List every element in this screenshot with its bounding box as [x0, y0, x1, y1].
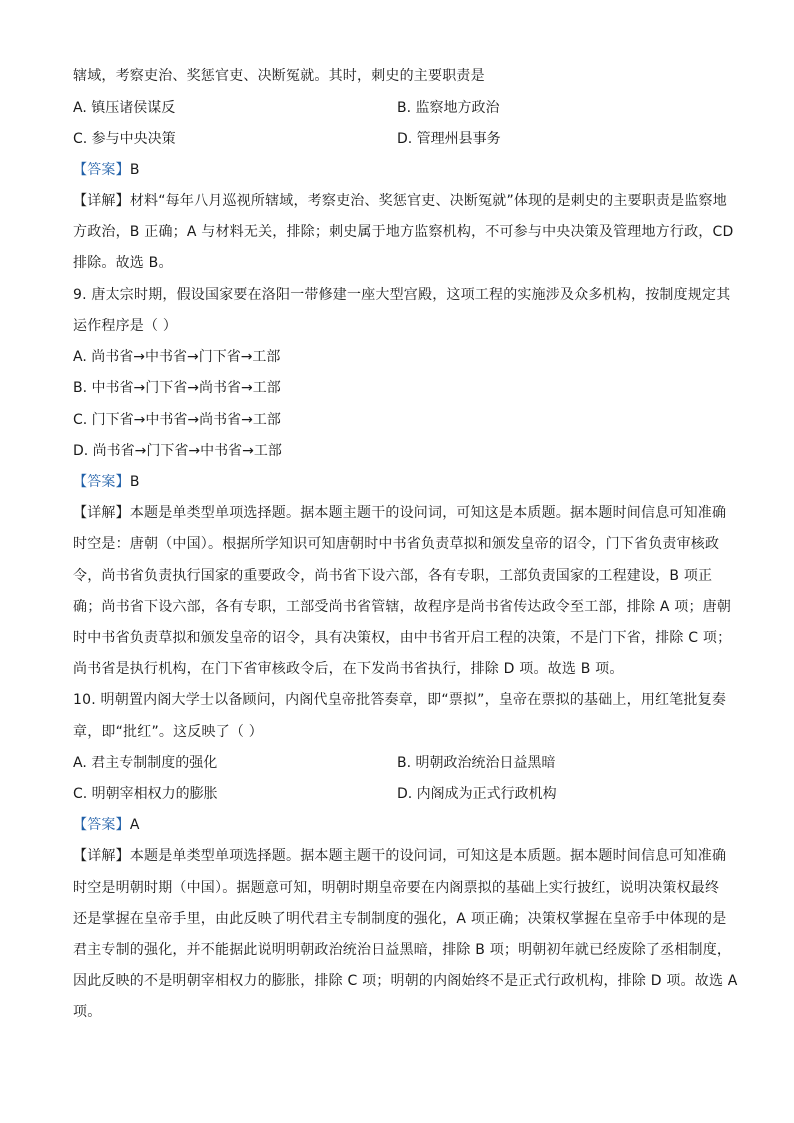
q9-stem-line-1: 9. 唐太宗时期，假设国家要在洛阳一带修建一座大型宫殿，这项工程的实施涉及众多机构，按制度规定其 [73, 287, 731, 303]
q10-option-b: B. 明朝政治统治日益黑暗 [397, 755, 556, 771]
q8-detail-line-2: 方政治，B 正确；A 与材料无关，排除；刺史属于地方监察机构，不可参与中央决策及管理地方行政，CD [73, 224, 734, 240]
answer-value: B [129, 162, 140, 178]
q8-option-a: A. 镇压诸侯谋反 [73, 100, 176, 116]
q10-detail-line-5: 因此反映的不是明朝宰相权力的膨胀，排除 C 项；明朝的内阁始终不是正式行政机构，排除 D 项。故选 A [73, 973, 738, 989]
answer-value: B [129, 474, 140, 490]
detail-text: 本题是单类型单项选择题。据本题主题干的设问词，可知这是本质题。据本题时间信息可知准确 [129, 505, 727, 521]
q10-detail-line-2: 时空是明朝时期（中国）。据题意可知，明朝时期皇帝要在内阁票拟的基础上实行披红，说明决策权最终 [73, 880, 720, 896]
q10-stem-line-2: 章，即“批红”。这反映了（ ） [73, 724, 263, 740]
q8-option-c: C. 参与中央决策 [73, 131, 176, 147]
q10-answer [73, 815, 733, 835]
q10-detail-line-3: 还是掌握在皇帝手里，由此反映了明代君主专制制度的强化，A 项正确；决策权掌握在皇帝手中体现的是 [73, 911, 727, 927]
q9-option-b: B. 中书省→门下省→尚书省→工部 [73, 380, 281, 396]
answer-tag: 【答案】 [73, 474, 130, 490]
q9-answer [73, 472, 733, 492]
q9-detail-line-2: 时空是：唐朝（中国）。根据所学知识可知唐朝时中书省负责草拟和颁发皇帝的诏令，门下省负责审核政 [73, 536, 720, 552]
q10-detail-line-1 [73, 846, 733, 866]
detail-tag: 【详解】 [73, 848, 130, 864]
q8-answer [73, 160, 733, 180]
q10-detail-line-6: 项。 [73, 1004, 102, 1020]
q10-option-a: A. 君主专制制度的强化 [73, 755, 218, 771]
answer-tag: 【答案】 [73, 817, 130, 833]
answer-value: A [129, 817, 140, 833]
detail-tag: 【详解】 [73, 193, 130, 209]
detail-text: 材料“每年八月巡视所辖域，考察吏治、奖惩官吏、决断冤就”体现的是刺史的主要职责是监察地 [129, 193, 727, 209]
q8-option-b: B. 监察地方政治 [397, 100, 500, 116]
q9-option-c: C. 门下省→中书省→尚书省→工部 [73, 412, 281, 428]
q10-detail-line-4: 君主专制的强化，并不能据此说明明朝政治统治日益黑暗，排除 B 项；明朝初年就已经废除了丞相制度， [73, 942, 732, 958]
answer-tag: 【答案】 [73, 162, 130, 178]
detail-text: 本题是单类型单项选择题。据本题主题干的设问词，可知这是本质题。据本题时间信息可知准确 [129, 848, 727, 864]
q8-detail-line-1 [73, 191, 733, 211]
q8-stem: 辖域，考察吏治、奖惩官吏、决断冤就。其时，刺史的主要职责是 [73, 68, 485, 84]
q9-detail-line-6: 尚书省是执行机构，在门下省审核政令后，在下发尚书省执行，排除 D 项。故选 B 项。 [73, 661, 624, 677]
q8-option-d: D. 管理州县事务 [397, 131, 501, 147]
q9-option-a: A. 尚书省→中书省→门下省→工部 [73, 349, 281, 365]
q9-detail-line-4: 确；尚书省下设六部，各有专职，工部受尚书省管辖，故程序是尚书省传达政令至工部，排除 A 项；唐朝 [73, 599, 732, 615]
q9-detail-line-3: 令，尚书省负责执行国家的重要政令，尚书省下设六部，各有专职，工部负责国家的工程建设，B 项正 [73, 568, 713, 584]
q10-option-c: C. 明朝宰相权力的膨胀 [73, 786, 218, 802]
q9-stem-line-2: 运作程序是（ ） [73, 318, 178, 334]
detail-tag: 【详解】 [73, 505, 130, 521]
q9-detail-line-5: 时中书省负责草拟和颁发皇帝的诏令，具有决策权，由中书省开启工程的决策，不是门下省，排除 C 项； [73, 630, 732, 646]
q10-option-d: D. 内阁成为正式行政机构 [397, 786, 557, 802]
q10-stem-line-1: 10. 明朝置内阁大学士以备顾问，内阁代皇帝批答奏章，即“票拟”，皇帝在票拟的基础上，用红笔批复奏 [73, 692, 727, 708]
q8-detail-line-3: 排除。故选 B。 [73, 255, 173, 271]
q9-detail-line-1 [73, 503, 733, 523]
q9-option-d: D. 尚书省→门下省→中书省→工部 [73, 443, 282, 459]
